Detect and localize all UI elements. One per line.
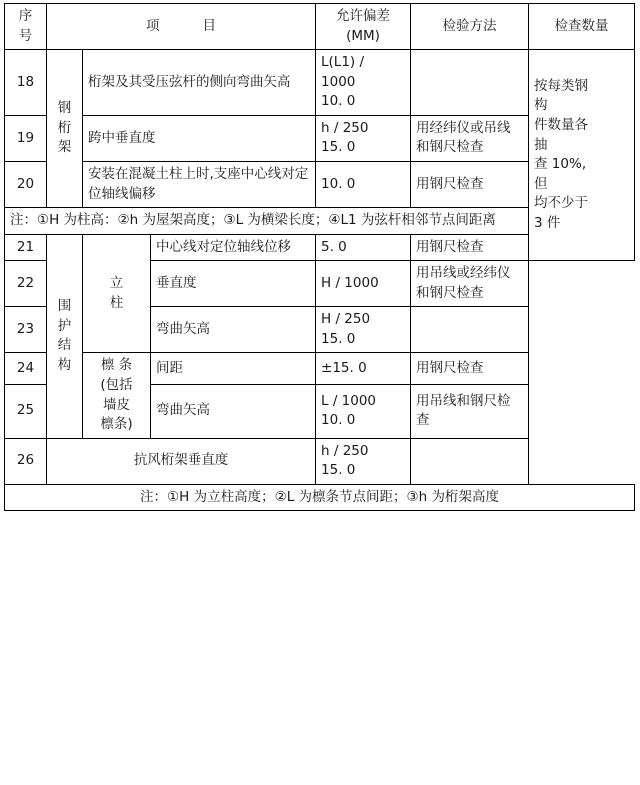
tol-line: h / 250 [321, 119, 369, 136]
row-item: 弯曲矢高 [151, 384, 316, 438]
row-method: 用钢尺检查 [411, 353, 529, 384]
row-item: 桁架及其受压弦杆的侧向弯曲矢高 [83, 50, 316, 116]
group-char: 架 [57, 139, 72, 156]
count-line: 3 件 [534, 214, 561, 231]
row-method: 用吊线和钢尺检查 [411, 384, 529, 438]
row-number: 24 [5, 353, 47, 384]
tol-line: H / 1000 [321, 274, 379, 291]
count-line: 按每类钢 [534, 77, 589, 94]
row-item: 抗风桁架垂直度 [47, 438, 316, 484]
row-item: 跨中垂直度 [83, 115, 316, 161]
tol-line: 10. 0 [321, 412, 356, 429]
count-line: 构 [534, 97, 548, 114]
header-cell-no [5, 4, 47, 50]
tol-line: 15. 0 [321, 330, 356, 347]
header-no-line1: 序 [18, 8, 33, 24]
tol-line: 5. 0 [321, 238, 347, 255]
subgroup-label-purlin [83, 353, 151, 438]
table-header-row [5, 4, 635, 50]
row-number: 26 [5, 438, 47, 484]
header-cell-tolerance [316, 4, 411, 50]
group-char: 围 [57, 298, 72, 315]
row-method [411, 438, 529, 484]
row-item: 安装在混凝土柱上时,支座中心线对定位轴线偏移 [83, 161, 316, 207]
row-tolerance [316, 161, 411, 207]
table-row [5, 353, 635, 384]
tol-line: 15. 0 [321, 462, 356, 479]
tol-line: h / 250 [321, 442, 369, 459]
header-cell-method [411, 4, 529, 50]
tol-line: H / 250 [321, 311, 371, 328]
header-cell-item [47, 4, 316, 50]
tol-line: L / 1000 [321, 392, 377, 409]
row-method: 用钢尺检查 [411, 234, 529, 261]
subgroup-char: 立 [109, 274, 124, 291]
row-tolerance [316, 438, 411, 484]
group-char: 护 [57, 317, 72, 334]
tol-line: 1000 [321, 73, 356, 90]
row-number: 18 [5, 50, 47, 116]
header-item-label: 项 [146, 17, 160, 34]
row-number: 22 [5, 261, 47, 307]
row-item: 中心线对定位轴线位移 [151, 234, 316, 261]
header-no-line2: 号 [18, 27, 33, 44]
subgroup-char: 柱 [109, 294, 124, 311]
row-tolerance [316, 307, 411, 353]
tol-line: 15. 0 [321, 139, 356, 156]
row-method [411, 50, 529, 116]
header-cell-count [529, 4, 635, 50]
row-number: 25 [5, 384, 47, 438]
row-tolerance [316, 261, 411, 307]
header-method-label: 检验方法 [442, 17, 497, 34]
tol-line: ±15. 0 [321, 359, 367, 376]
table-row [5, 50, 635, 116]
row-method: 用钢尺检查 [411, 161, 529, 207]
inspection-count-cell [529, 50, 635, 261]
table-note-row [5, 484, 635, 511]
count-line: 但 [534, 175, 548, 192]
note-bottom: 注：①H 为立柱高度；②L 为檩条节点间距；③h 为桁架高度 [5, 484, 635, 511]
tol-line: 10. 0 [321, 93, 356, 110]
row-tolerance [316, 50, 411, 116]
row-item: 间距 [151, 353, 316, 384]
row-number: 21 [5, 234, 47, 261]
row-item: 垂直度 [151, 261, 316, 307]
purlin-line: 墙皮 [103, 396, 130, 413]
row-item: 弯曲矢高 [151, 307, 316, 353]
header-tol-line2: (MM) [346, 27, 380, 44]
tol-line: 10. 0 [321, 175, 356, 192]
row-tolerance [316, 115, 411, 161]
table-row [5, 438, 635, 484]
group-char: 桁 [57, 119, 72, 136]
header-count-label: 检查数量 [554, 17, 609, 34]
group-char: 钢 [57, 100, 72, 117]
purlin-line: 檩条) [100, 416, 133, 433]
row-tolerance [316, 353, 411, 384]
row-tolerance [316, 234, 411, 261]
row-method: 用吊线或经纬仪和钢尺检查 [411, 261, 529, 307]
tol-line: L(L1) / [321, 54, 365, 71]
group-label-steel-truss [47, 50, 83, 208]
row-number: 20 [5, 161, 47, 207]
row-tolerance [316, 384, 411, 438]
group-char: 构 [57, 356, 72, 373]
group-char: 结 [57, 337, 72, 354]
row-number: 23 [5, 307, 47, 353]
group-label-enclosure [47, 234, 83, 438]
purlin-line: 檩 条 [100, 357, 133, 374]
count-line: 查 10%, [534, 156, 587, 173]
document-page [0, 3, 640, 785]
purlin-line: (包括 [100, 377, 133, 393]
row-number: 19 [5, 115, 47, 161]
note-middle: 注：①H 为柱高：②h 为屋架高度；③L 为横梁长度；④L1 为弦杆相邻节点间距离 [5, 208, 529, 235]
count-line: 抽 [534, 136, 548, 153]
specification-table [4, 3, 635, 511]
header-item-label2: 目 [202, 17, 216, 34]
subgroup-label-column [83, 234, 151, 353]
count-line: 均不少于 [534, 195, 589, 212]
row-method: 用经纬仪或吊线和钢尺检查 [411, 115, 529, 161]
header-tol-line1: 允许偏差 [336, 8, 391, 24]
count-line: 件数量各 [534, 117, 589, 134]
row-method [411, 307, 529, 353]
